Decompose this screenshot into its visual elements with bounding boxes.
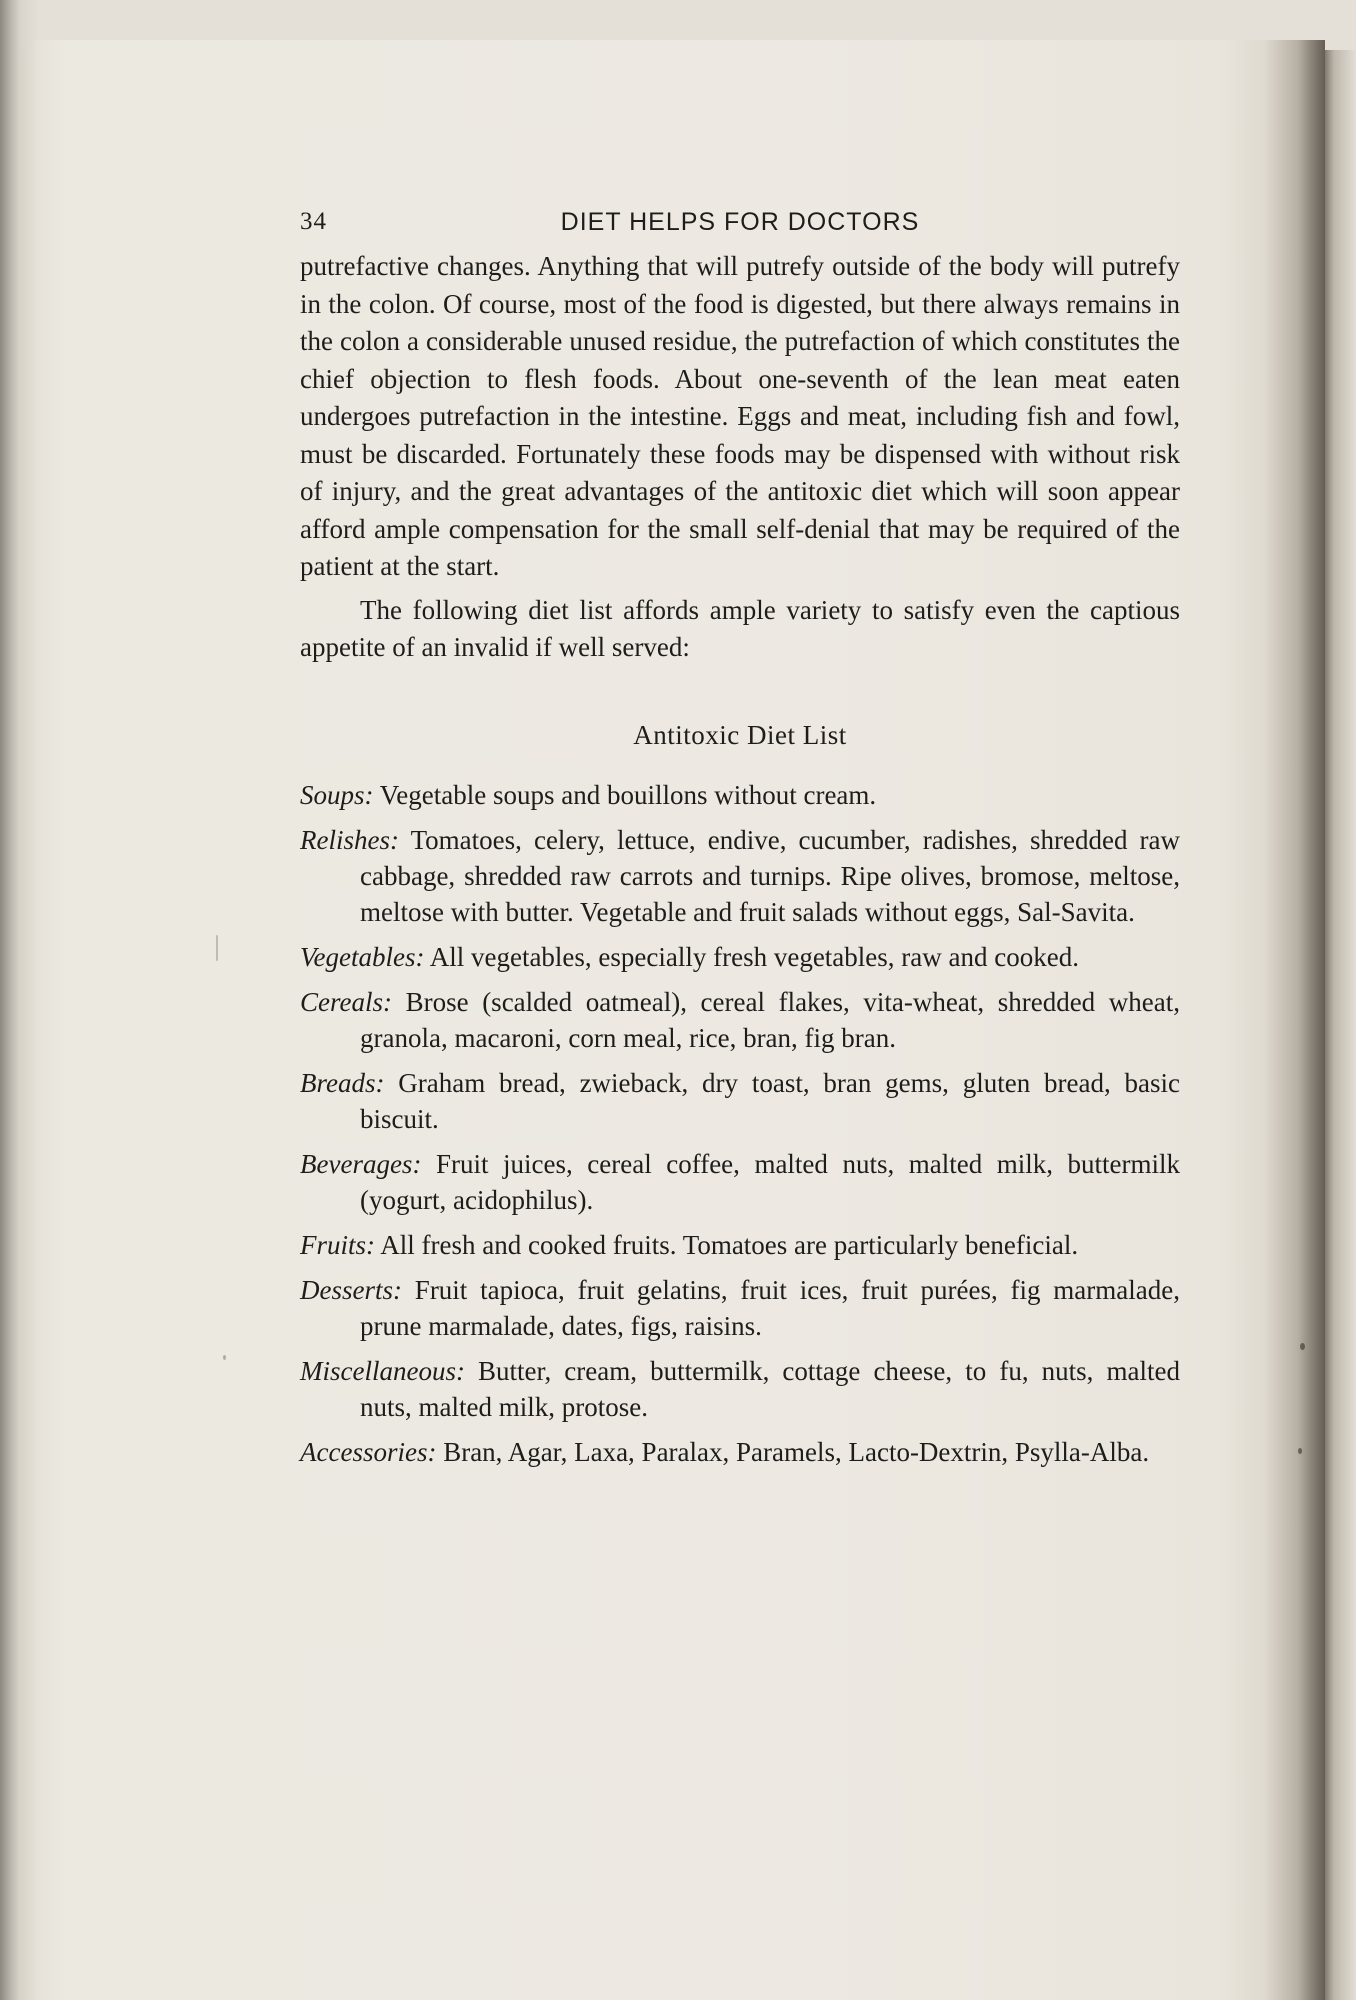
diet-label: Fruits: <box>300 1229 376 1260</box>
diet-label: Cereals: <box>300 986 392 1017</box>
diet-item-accessories <box>300 1434 1180 1470</box>
scan-speck <box>1300 1343 1305 1350</box>
diet-text: Butter, cream, buttermilk, cottage cheese, to fu, nuts, malted nuts, malted milk, protose. <box>360 1355 1180 1422</box>
section-title: Antitoxic Diet List <box>633 719 847 750</box>
scan-speck <box>1298 1448 1302 1454</box>
diet-item-vegetables <box>300 939 1180 975</box>
diet-item-relishes <box>300 822 1180 930</box>
diet-item-cereals <box>300 984 1180 1056</box>
diet-label: Vegetables: <box>300 941 425 972</box>
diet-label: Beverages: <box>300 1148 422 1179</box>
diet-label: Miscellaneous: <box>300 1355 465 1386</box>
diet-text: Fruit tapioca, fruit gelatins, fruit ices, fruit purées, fig marmalade, prune marmalade, dates, figs, raisins. <box>360 1274 1180 1341</box>
diet-text: All fresh and cooked fruits. Tomatoes are particularly beneficial. <box>380 1229 1079 1260</box>
scan-speck <box>216 935 218 961</box>
diet-text: Brose (scalded oatmeal), cereal flakes, vita-wheat, shredded wheat, granola, macaroni, corn meal, rice, bran, fig bran. <box>360 986 1180 1053</box>
diet-item-beverages <box>300 1146 1180 1218</box>
page-number: 34 <box>300 208 327 235</box>
page-gutter-shadow <box>1265 40 1325 2000</box>
diet-item-fruits <box>300 1227 1180 1263</box>
running-head-title: DIET HELPS FOR DOCTORS <box>560 208 920 236</box>
diet-label: Soups: <box>300 779 374 810</box>
diet-item-soups <box>300 777 1180 813</box>
scan-speck <box>223 1355 226 1360</box>
diet-text: Vegetable soups and bouillons without cream. <box>379 779 877 810</box>
paragraph-continuation: putrefactive changes. Anything that will putrefy outside of the body will putrefy in the colon. Of course, most of the food is digested, but there always remains in the colon a considerable unused residue, the putrefaction of which constitutes the chief objection to flesh foods. About one-seventh of the lean meat eaten undergoes putrefaction in the intestine. Eggs and meat, including fish and fowl, must be discarded. Fortunately these foods may be dispensed with without risk of injury, and the great advantages of the antitoxic diet which will soon appear afford ample compensation for the small self-denial that may be required of the patient at the start. <box>300 251 1180 581</box>
diet-list <box>300 777 1180 1470</box>
diet-text: All vegetables, especially fresh vegetables, raw and cooked. <box>429 941 1079 972</box>
diet-text: Graham bread, zwieback, dry toast, bran gems, gluten bread, basic biscuit. <box>360 1067 1181 1134</box>
running-head <box>300 208 1180 248</box>
diet-item-desserts <box>300 1272 1180 1344</box>
diet-text: Bran, Agar, Laxa, Paralax, Paramels, Lacto-Dextrin, Psylla-Alba. <box>443 1436 1150 1467</box>
page-content <box>300 208 1180 1479</box>
diet-label: Accessories: <box>300 1436 437 1467</box>
next-page-edge <box>1322 50 1356 2000</box>
body-text <box>300 248 1180 667</box>
diet-text: Tomatoes, celery, lettuce, endive, cucumber, radishes, shredded raw cabbage, shredded raw carrots and turnips. Ripe olives, bromose, meltose, meltose with butter. Vegetable and fruit salads without eggs, Sal-Savita. <box>360 824 1180 927</box>
diet-item-breads <box>300 1065 1180 1137</box>
diet-label: Desserts: <box>300 1274 402 1305</box>
diet-item-miscellaneous <box>300 1353 1180 1425</box>
paragraph-intro-list: The following diet list affords ample variety to satisfy even the captious appetite of an invalid if well served: <box>300 594 1180 662</box>
diet-label: Breads: <box>300 1067 385 1098</box>
diet-text: Fruit juices, cereal coffee, malted nuts, malted milk, buttermilk (yogurt, acidophilus). <box>360 1148 1180 1215</box>
diet-label: Relishes: <box>300 824 399 855</box>
